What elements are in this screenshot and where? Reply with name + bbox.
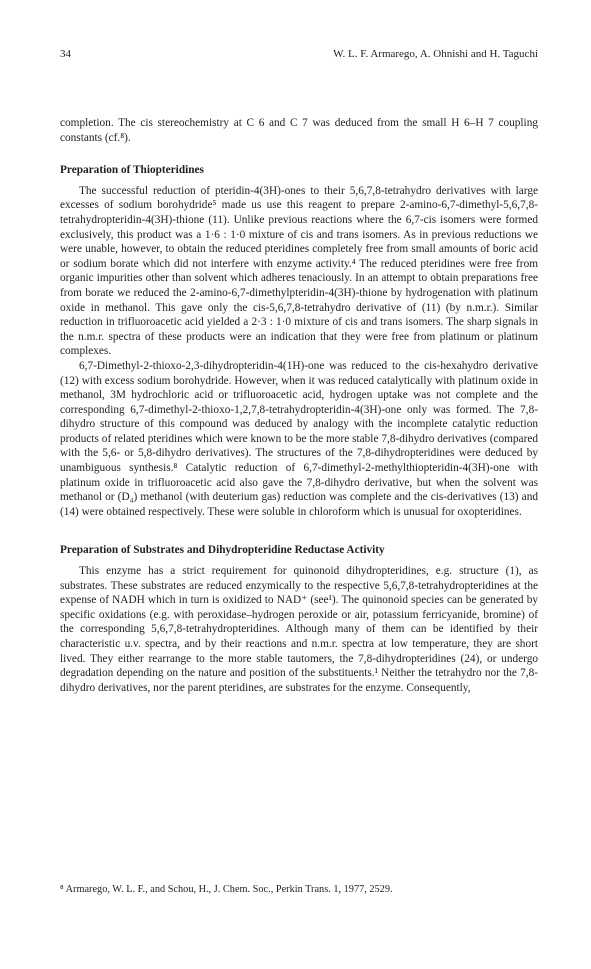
running-header <box>60 48 538 60</box>
section-heading-substrates: Preparation of Substrates and Dihydropteridine Reductase Activity <box>60 544 385 557</box>
page-number: 34 <box>60 48 71 60</box>
paragraph: This enzyme has a strict requirement for quinonoid dihydropteridines, e.g. structure (1), as substrates. These substrates are reduced enzymically to the respective 5,6,7,8-tetrahydropteridines at the expense of NADH which in turn is oxidized to NAD⁺ (see¹). The quinonoid species can be generated by specific oxidations (e.g. with peroxidase–hydrogen peroxide or air, potassium ferricyanide, bromine) of the corresponding 5,6,7,8-tetrahydropteridines. Although many of them can be identified by their characteristic u.v. spectra, and by their reactions and n.m.r. spectra at low temperature, they are short lived. They either rearrange to the more stable tautomers, the 7,8-dihydropteridines (24), or undergo degradation depending on the nature and position of the substituents.¹ Neither the tetrahydro nor the 7,8-dihydro derivatives, nor the parent pteridines, are substrates for the enzyme. Consequently, <box>60 565 538 694</box>
paragraph: 6,7-Dimethyl-2-thioxo-2,3-dihydropteridin-4(1H)-one was reduced to the cis-hexahydro derivative (12) with excess sodium borohydride. However, when it was reduced catalytically with platinum oxide in methanol, 3M hydrochloric acid or trifluoroacetic acid, hydrogen uptake was not complete and the corresponding 6,7-dimethyl-2-thioxo-1,2,7,8-tetrahydropteridin-4(3H)-one only was formed. The 7,8-dihydro structure of this compound was deduced by analogy with the incomplete catalytic reduction products of related pteridines which were known to be the more stable 7,8-dihydro derivatives (compared with the 5,6- or 5,8-dihydro derivatives). The structures of the 7,8-dihydropteridines were deduced by unambiguous synthesis.⁸ Catalytic reduction of 6,7-dimethyl-2-methylthiopteridin-4(3H)-one with platinum oxide in trifluoroacetic acid also gave the 7,8-dihydro derivative, but when the solvent was methanol or (D₄) methanol (with deuterium gas) reduction was complete and the cis-derivatives (13) and (14) were obtained respectively. These were soluble in chloroform which is unusual for oxopteridines. <box>60 359 538 518</box>
paragraph-continuation: completion. The cis stereochemistry at C 6 and C 7 was deduced from the small H 6–H 7 coupling constants (cf.⁸). <box>60 117 538 144</box>
paragraph: The successful reduction of pteridin-4(3H)-ones to their 5,6,7,8-tetrahydro derivatives with large excesses of sodium borohydride⁵ made us use this reagent to prepare 2-amino-6,7-dimethyl-5,6,7,8-tetrahydropteridin-4(3H)-thione (11). Unlike previous reactions where the 6,7-cis isomers were formed exclusively, this product was a 1·6 : 1·0 mixture of cis and trans isomers. As in previous reductions we were unable, however, to obtain the reduced pteridines completely free from small amounts of boric acid or sodium borate which did not interfere with enzyme activity.⁴ The reduced pteridines were free from organic impurities other than solvent which adheres tenaciously. In an attempt to obtain preparations free from borate we reduced the 2-amino-6,7-dimethylpteridin-4(3H)-thione by hydrogenation with platinum oxide in methanol. This gave only the cis-5,6,7,8-tetrahydro derivative of (11) (by n.m.r.). Similar reduction in trifluoroacetic acid yielded a 2·3 : 1·0 mixture of cis and trans isomers. The sharp signals in the n.m.r. spectra of these products were an indication that they were free from platinum or platinum complexes. <box>60 184 538 358</box>
article-body <box>60 116 538 695</box>
running-authors: W. L. F. Armarego, A. Ohnishi and H. Taguchi <box>333 48 538 60</box>
footnote: ⁸ Armarego, W. L. F., and Schou, H., J. Chem. Soc., Perkin Trans. 1, 1977, 2529. <box>60 884 393 895</box>
section-heading-thiopteridines: Preparation of Thiopteridines <box>60 164 204 177</box>
